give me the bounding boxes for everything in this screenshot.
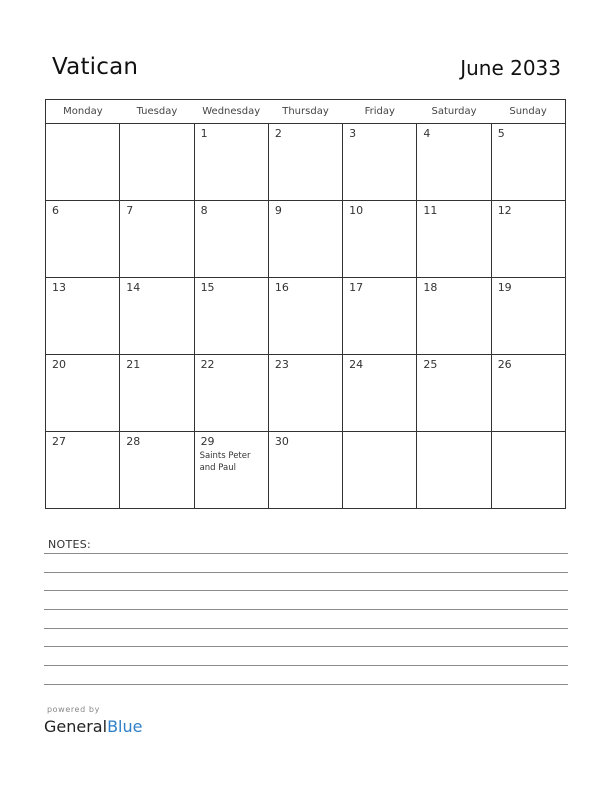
day-number: 20	[52, 358, 66, 371]
day-number: 1	[200, 127, 208, 140]
notes-line	[44, 665, 568, 666]
brand-general: General	[44, 717, 108, 736]
notes-line	[44, 684, 568, 685]
empty-day-cell	[343, 432, 417, 509]
day-number: 27	[52, 435, 66, 448]
day-cell[interactable]	[120, 201, 194, 278]
day-cell[interactable]	[194, 201, 268, 278]
day-number: 2	[274, 127, 282, 140]
weekday-header-row	[46, 100, 566, 124]
day-cell[interactable]	[491, 278, 565, 355]
day-cell[interactable]	[120, 355, 194, 432]
day-number: 26	[497, 358, 512, 371]
day-number: 30	[274, 435, 289, 448]
day-number: 12	[497, 204, 512, 217]
notes-line	[44, 628, 568, 629]
calendar-month-title: June 2033	[460, 56, 561, 80]
empty-day-cell	[417, 432, 491, 509]
day-number: 22	[200, 358, 215, 371]
day-cell[interactable]	[46, 201, 120, 278]
day-number: 6	[52, 204, 59, 217]
day-number: 11	[423, 204, 438, 217]
empty-day-cell	[491, 432, 565, 509]
weekday-header: Saturday	[417, 100, 491, 124]
brand-blue: Blue	[107, 717, 143, 736]
calendar-country-title: Vatican	[52, 54, 139, 80]
day-number: 14	[126, 281, 141, 294]
day-number: 4	[423, 127, 431, 140]
powered-by-text: powered by	[47, 705, 100, 714]
week-row	[46, 278, 566, 355]
day-cell[interactable]	[268, 201, 342, 278]
day-cell[interactable]	[343, 201, 417, 278]
day-number: 21	[126, 358, 141, 371]
notes-line	[44, 590, 568, 591]
day-number: 13	[52, 281, 66, 294]
day-number: 7	[126, 204, 134, 217]
day-cell[interactable]	[194, 432, 268, 509]
day-number: 17	[349, 281, 364, 294]
empty-day-cell	[46, 124, 120, 201]
holiday-label: Saints Peter and Paul	[199, 451, 251, 473]
day-cell[interactable]	[343, 278, 417, 355]
week-row	[46, 124, 566, 201]
notes-line	[44, 646, 568, 647]
day-number: 15	[200, 281, 215, 294]
day-number: 10	[349, 204, 364, 217]
day-cell[interactable]	[491, 201, 565, 278]
day-number: 23	[274, 358, 289, 371]
day-cell[interactable]	[194, 124, 268, 201]
day-number: 25	[423, 358, 438, 371]
day-number: 19	[497, 281, 512, 294]
day-cell[interactable]	[268, 432, 342, 509]
weekday-header: Sunday	[491, 100, 565, 124]
weekday-header: Tuesday	[120, 100, 194, 124]
day-number: 18	[423, 281, 438, 294]
day-number: 5	[497, 127, 505, 140]
day-cell[interactable]	[46, 278, 120, 355]
calendar-grid	[45, 99, 566, 509]
day-number: 9	[274, 204, 282, 217]
day-cell[interactable]	[343, 355, 417, 432]
brand-logo[interactable]	[44, 717, 142, 736]
day-number: 16	[274, 281, 289, 294]
day-cell[interactable]	[417, 355, 491, 432]
weekday-header: Friday	[343, 100, 417, 124]
notes-line	[44, 553, 568, 554]
day-cell[interactable]	[491, 124, 565, 201]
notes-line	[44, 572, 568, 573]
empty-day-cell	[120, 124, 194, 201]
day-cell[interactable]	[46, 355, 120, 432]
week-row	[46, 355, 566, 432]
day-cell[interactable]	[46, 432, 120, 509]
day-cell[interactable]	[417, 278, 491, 355]
notes-label: NOTES:	[48, 538, 92, 551]
day-cell[interactable]	[268, 124, 342, 201]
day-number: 8	[200, 204, 208, 217]
week-row	[46, 201, 566, 278]
weekday-header: Wednesday	[194, 100, 268, 124]
weekday-header: Thursday	[268, 100, 342, 124]
day-cell[interactable]	[417, 201, 491, 278]
day-cell[interactable]	[194, 355, 268, 432]
notes-line	[44, 609, 568, 610]
day-number: 28	[126, 435, 141, 448]
day-number: 29	[200, 435, 215, 448]
day-cell[interactable]	[417, 124, 491, 201]
day-cell[interactable]	[120, 432, 194, 509]
week-row	[46, 432, 566, 509]
day-cell[interactable]	[194, 278, 268, 355]
day-number: 3	[349, 127, 357, 140]
day-number: 24	[349, 358, 364, 371]
day-cell[interactable]	[268, 355, 342, 432]
day-cell[interactable]	[491, 355, 565, 432]
weekday-header: Monday	[46, 100, 120, 124]
day-cell[interactable]	[343, 124, 417, 201]
day-cell[interactable]	[120, 278, 194, 355]
day-cell[interactable]	[268, 278, 342, 355]
